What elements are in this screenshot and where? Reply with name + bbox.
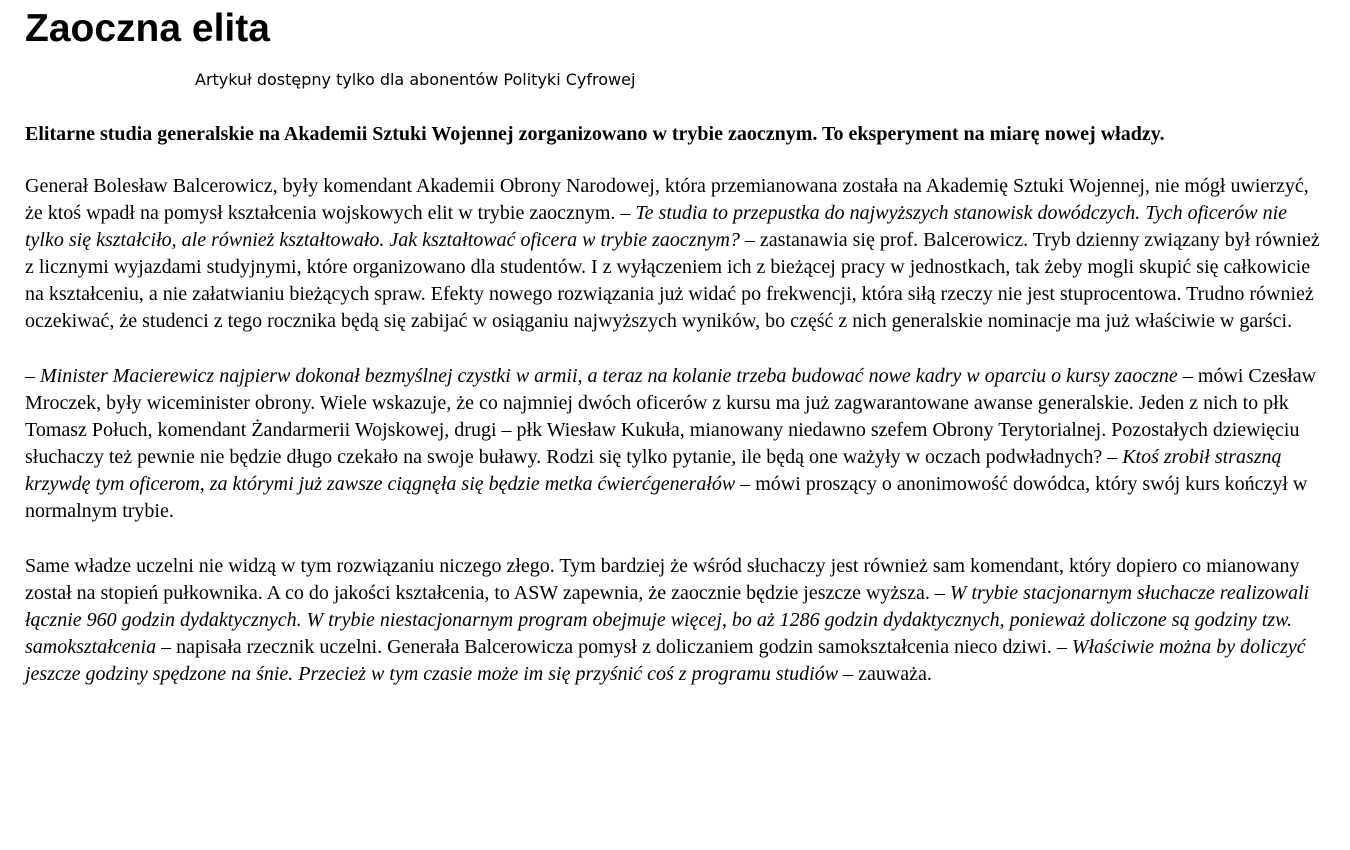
body-text: – zauważa. <box>838 663 932 685</box>
article-title: Zaoczna elita <box>25 7 270 50</box>
body-text: – mówi proszący o anonimowość dowódca, który swój kurs kończył w normalnym trybie. <box>25 473 1308 522</box>
body-text: Same władze uczelni nie widzą w tym rozwiązaniu niczego złego. Tym bardziej że wśród słuchaczy jest również sam komendant, który dopiero co mianowany został na stopień pułkownika. A co do jakości kształcenia, to ASW zapewnia, że zaocznie będzie jeszcze wyższa. <box>25 555 1300 604</box>
body-text: – zastanawia się prof. Balcerowicz. Tryb dzienny związany był również z licznymi wyjazdami studyjnymi, które organizowano dla studentów. I z wyłączeniem ich z bieżącej pracy w jednostkach, tak żeby mogli skupić się całkowicie na kształceniu, a nie załatwianiu bieżących spraw. Efekty nowego rozwiązania już widać po frekwencji, która siłą rzeczy nie jest stuprocentowa. Trudno również oczekiwać, że studenci z tego rocznika będą się zabijać w osiąganiu najwyższych wyników, bo część z nich generalskie nominacje ma już właściwie w garści. <box>25 229 1320 332</box>
article-paragraph <box>25 173 1325 335</box>
paywall-notice: Artykuł dostępny tylko dla abonentów Polityki Cyfrowej <box>195 70 636 89</box>
quote-text: – Właściwie można by doliczyć jeszcze godziny spędzone na śnie. Przecież w tym czasie może im się przyśnić coś z programu studiów <box>25 636 1306 685</box>
article-lead: Elitarne studia generalskie na Akademii Sztuki Wojennej zorganizowano w trybie zaocznym. To eksperyment na miarę nowej władzy. <box>25 123 1165 145</box>
article-paragraph <box>25 363 1325 525</box>
body-text: Generał Bolesław Balcerowicz, były komendant Akademii Obrony Narodowej, która przemianowana została na Akademię Sztuki Wojennej, nie mógł uwierzyć, że ktoś wpadł na pomysł kształcenia wojskowych elit w trybie zaocznym. <box>25 175 1309 224</box>
quote-text: – Ktoś zrobił straszną krzywdę tym oficerom, za którymi już zawsze ciągnęła się będzie metka ćwierćgenerałów <box>25 446 1282 495</box>
article-paragraph <box>25 553 1325 688</box>
quote-text: – Minister Macierewicz najpierw dokonał bezmyślnej czystki w armii, a teraz na kolanie trzeba budować nowe kadry w oparciu o kursy zaoczne <box>25 365 1178 387</box>
quote-text: – Te studia to przepustka do najwyższych stanowisk dowódczych. Tych oficerów nie tylko się kształciło, ale również kształtowało. Jak kształtować oficera w trybie zaocznym? <box>25 202 1288 251</box>
body-text: – napisała rzecznik uczelni. Generała Balcerowicza pomysł z doliczaniem godzin samokształcenia nieco dziwi. <box>156 636 1057 658</box>
quote-text: – W trybie stacjonarnym słuchacze realizowali łącznie 960 godzin dydaktycznych. W trybie niestacjonarnym program obejmuje więcej, bo aż 1286 godzin dydaktycznych, ponieważ doliczone są godziny tzw. samokształcenia <box>25 582 1310 658</box>
body-text: – mówi Czesław Mroczek, były wiceminister obrony. Wiele wskazuje, że co najmniej dwóch oficerów z kursu ma już zagwarantowane awanse generalskie. Jeden z nich to płk Tomasz Połuch, komendant Żandarmerii Wojskowej, drugi – płk Wiesław Kukuła, mianowany niedawno szefem Obrony Terytorialnej. Pozostałych dziewięciu słuchaczy też pewnie nie będzie długo czekało na swoje buławy. Rodzi się tylko pytanie, ile będą one ważyły w oczach podwładnych? <box>25 365 1317 468</box>
article-body <box>25 173 1325 688</box>
